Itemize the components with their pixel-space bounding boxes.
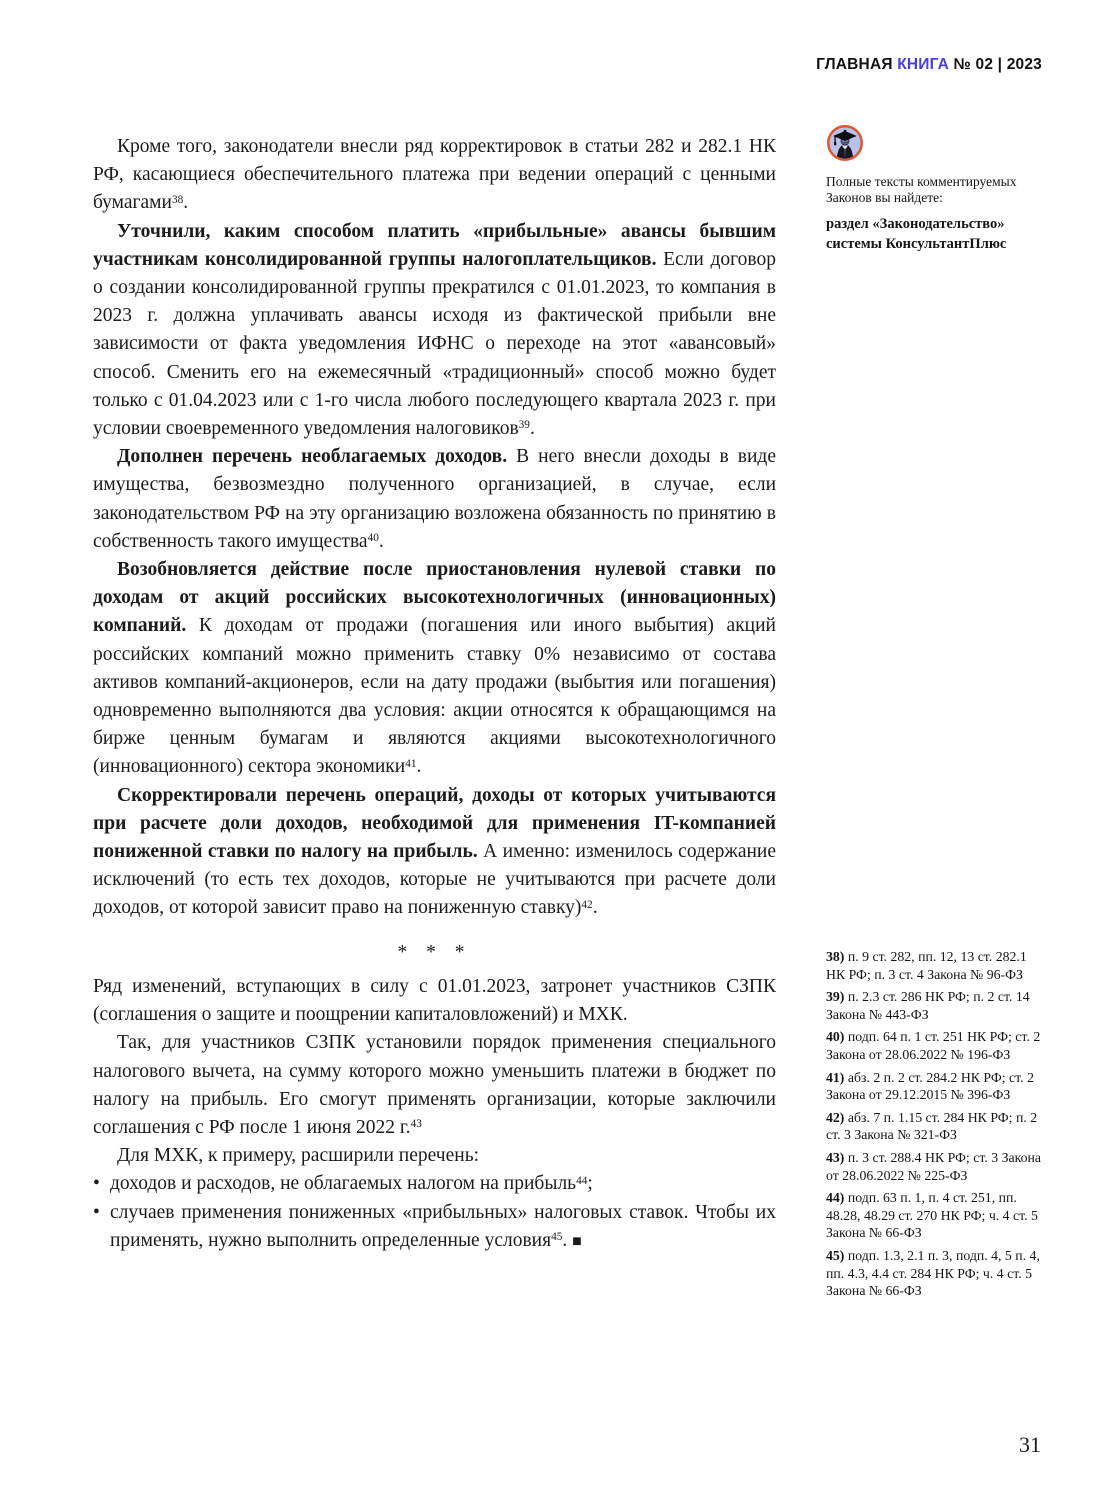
bullet-item (93, 1199, 776, 1256)
paragraph-text: К доходам от продажи (погашения или иного выбытия) акций российских компаний можно применить ставку 0% независимо от состава активов компаний-акционеров, если на дату продажи (выбытия или погашения) одновременно выполняются два условия: акции относятся к обращающимся на бирже ценным бумагам и являются акциями высокотехнологичного (инновационного) сектора экономики (93, 615, 776, 778)
bullet-marker: • (93, 1201, 100, 1223)
paragraph-lead-bold: Уточнили, каким способом платить «прибыльные» авансы бывшим участникам консолидированной группы налогоплательщиков. (93, 220, 776, 270)
paragraph-lead-bold: Возобновляется действие после приостановления нулевой ставки по доходам от акций российских высокотехнологичных (инновационных) компаний. (93, 559, 776, 637)
footnote-ref: 45 (551, 1231, 563, 1244)
paragraph-text: . (183, 192, 189, 214)
footnote-number: 40) (826, 1029, 848, 1045)
paragraph-text: А именно: изменилось содержание исключений (то есть тех доходов, которые не учитываются при расчете доли доходов, от которой зависит право на пониженную ставку) (93, 841, 776, 919)
magazine-header (816, 56, 1042, 74)
end-of-article-marker: ■ (572, 1232, 582, 1250)
footnote-ref: 44 (576, 1174, 588, 1187)
footnote-text: подп. 64 п. 1 ст. 251 НК РФ; ст. 2 Закона от 28.06.2022 № 196-ФЗ (826, 1029, 1041, 1062)
article-body (93, 133, 776, 1256)
paragraph-text: Для МХК, к примеру, расширили перечень: (117, 1145, 480, 1167)
paragraph (93, 1029, 776, 1142)
paragraph (93, 556, 776, 782)
note-bold-text: раздел «Законодательство» системы КонсультантПлюс (826, 216, 1007, 252)
footnote-number: 41) (826, 1069, 848, 1085)
section-separator: * * * (397, 941, 472, 963)
paragraph-text: Так, для участников СЗПК установили порядок применения специального налогового вычета, на сумму которого можно уменьшить платежи в бюджет по налогу на прибыль. Его смогут применять организации, которые заключили соглашения с РФ после 1 июня 2022 г. (93, 1032, 776, 1138)
paragraph (93, 973, 776, 1029)
footnote-ref: 42 (581, 898, 593, 911)
footnote-number: 45) (826, 1247, 848, 1263)
paragraph-text: случаев применения пониженных «прибыльных» налоговых ставок. Чтобы их применять, нужно выполнить определенные условия (110, 1201, 776, 1251)
paragraph-text: . (529, 418, 535, 440)
footnote-ref: 43 (410, 1118, 422, 1131)
footnote-text: подп. 1.3, 2.1 п. 3, подп. 4, 5 п. 4, пп. 4.3, 4.4 ст. 284 НК РФ; ч. 4 ст. 5 Закона № 66-ФЗ (826, 1247, 1040, 1299)
footnote (826, 948, 1044, 983)
paragraph-lead-bold: Скорректировали перечень операций, доходы от которых учитываются при расчете доли доходов, необходимой для применения IT-компанией пониженной ставки по налогу на прибыль. (93, 784, 776, 863)
footnote-text: п. 3 ст. 288.4 НК РФ; ст. 3 Закона от 28.06.2022 № 225-ФЗ (826, 1149, 1042, 1183)
paragraph-text: Ряд изменений, вступающих в силу с 01.01.2023, затронет участников СЗПК (соглашения о защите и поощрении капиталовложений) и МХК. (93, 975, 776, 1026)
footnote (826, 1028, 1044, 1063)
footnote-ref: 38 (171, 193, 184, 206)
bullet-item (93, 1170, 776, 1198)
footnote (826, 1189, 1044, 1242)
paragraph (93, 1142, 776, 1170)
footnote-ref: 39 (518, 419, 530, 432)
paragraph (93, 218, 776, 444)
footnote-number: 42) (826, 1109, 848, 1125)
footnote (826, 988, 1044, 1023)
paragraph-text: Если договор о создании консолидированной группы прекратился с 01.01.2023, то компания в 2023 г. должна уплачивать авансы исходя из фактической прибыли вне зависимости от факта уведомления ИФНС о переходе на этот «авансовый» способ. Сменить его на ежемесячный «традиционный» способ можно будет только с 01.04.2023 или с 1-го числа любого последующего квартала 2023 г. при условии своевременного уведомления налоговиков (93, 248, 776, 440)
bullet-marker: • (93, 1173, 100, 1195)
footnote (826, 1149, 1044, 1184)
graduate-icon (826, 124, 864, 162)
footnote-number: 43) (826, 1149, 848, 1165)
paragraph (93, 782, 776, 923)
footnote (826, 1069, 1044, 1104)
sidebar-note (826, 124, 1044, 254)
paragraph-text: . (592, 897, 598, 919)
footnote (826, 1109, 1044, 1144)
brand-accent: КНИГА (897, 56, 950, 73)
footnotes-list (826, 948, 1044, 1305)
footnote-text: абз. 7 п. 1.15 ст. 284 НК РФ; п. 2 ст. 3 Закона № 321-ФЗ (826, 1109, 1038, 1143)
paragraph-text: ; (587, 1173, 593, 1195)
paragraph-text: . (562, 1229, 573, 1251)
footnote-number: 44) (826, 1190, 848, 1206)
footnote-text: п. 9 ст. 282, пп. 12, 13 ст. 282.1 НК РФ; п. 3 ст. 4 Закона № 96-ФЗ (826, 949, 1027, 982)
page-number: 31 (1019, 1432, 1041, 1457)
paragraph-text: . (416, 756, 422, 778)
paragraph-lead-bold: Дополнен перечень необлагаемых доходов. (117, 446, 517, 468)
footnote-number: 38) (826, 949, 848, 964)
note-intro-text: Полные тексты комментируемых Законов вы найдете: (826, 174, 1017, 205)
footnote-number: 39) (826, 989, 848, 1005)
brand-main: ГЛАВНАЯ (816, 56, 893, 73)
footnote-ref: 40 (367, 532, 379, 545)
issue-number: № 02 | 2023 (953, 56, 1042, 73)
footnote-text: абз. 2 п. 2 ст. 284.2 НК РФ; ст. 2 Закона от 29.12.2015 № 396-ФЗ (826, 1069, 1034, 1103)
paragraph (93, 133, 776, 218)
footnote-text: п. 2.3 ст. 286 НК РФ; п. 2 ст. 14 Закона № 443-ФЗ (826, 989, 1030, 1022)
paragraph-text: доходов и расходов, не облагаемых налогом на прибыль (110, 1173, 577, 1195)
paragraph (93, 443, 776, 556)
footnote-ref: 41 (405, 757, 417, 770)
footnote-text: подп. 63 п. 1, п. 4 ст. 251, пп. 48.28, 48.29 ст. 270 НК РФ; ч. 4 ст. 5 Закона № 66-ФЗ (826, 1190, 1038, 1241)
footnote (826, 1247, 1044, 1300)
paragraph-text: В него внесли доходы в виде имущества, безвозмездно полученного организацией, в случае, если законодательством РФ на эту организацию возложена обязанность по принятию в собственность такого имущества (93, 446, 776, 552)
paragraph-text: Кроме того, законодатели внесли ряд корректировок в статьи 282 и 282.1 НК РФ, касающиеся обеспечительного платежа при ведении операций с ценными бумагами (93, 136, 776, 214)
paragraph-text: . (378, 530, 384, 552)
